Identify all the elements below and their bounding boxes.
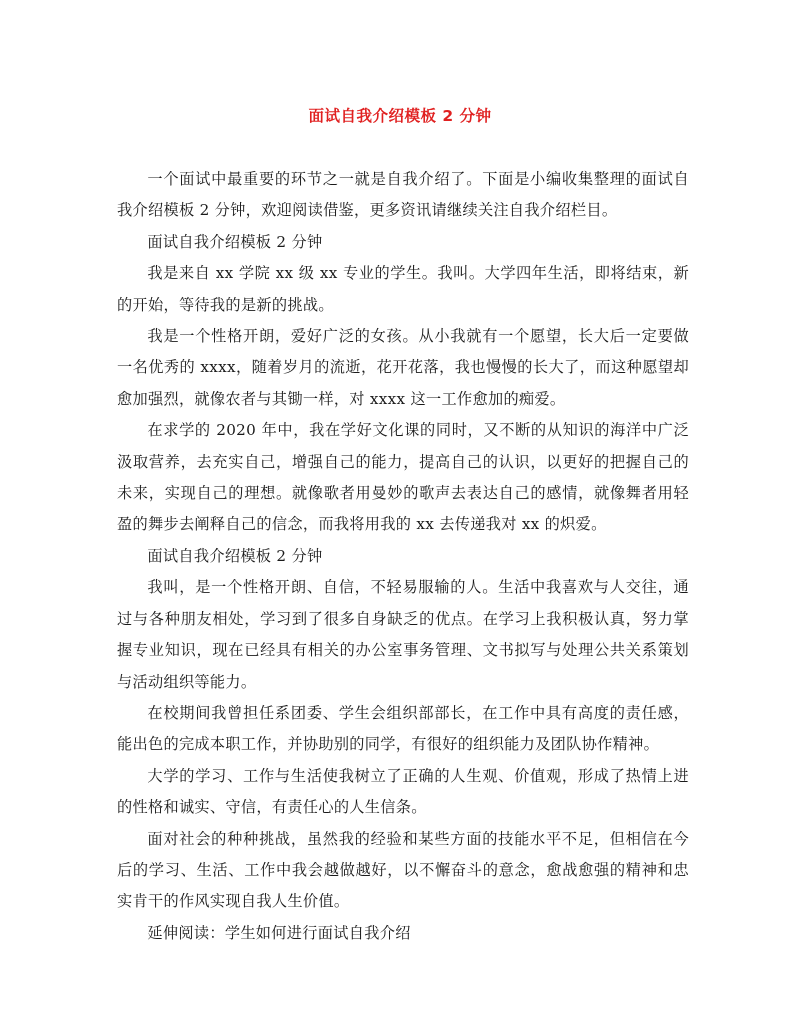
paragraph: 我叫，是一个性格开朗、自信，不轻易服输的人。生活中我喜欢与人交往，通过与各种朋友相处，学习到了很多自身缺乏的优点。在学习上我积极认真，努力掌握专业知识，现在已经具有相关的办公室事务管理、文书拟写与处理公共关系策划与活动组织等能力。 [117,578,689,691]
paragraph: 我是来自 xx 学院 xx 级 xx 专业的学生。我叫。大学四年生活，即将结束，新的开始，等待我的是新的挑战。 [117,264,689,314]
section-heading-1: 面试自我介绍模板 2 分钟 [147,232,323,251]
paragraph-intro: 一个面试中最重要的环节之一就是自我介绍了。下面是小编收集整理的面试自我介绍模板 2 分钟，欢迎阅读借鉴，更多资讯请继续关注自我介绍栏目。 [117,170,689,220]
document-title: 面试自我介绍模板 2 分钟 [308,107,492,125]
section-heading-2: 面试自我介绍模板 2 分钟 [147,546,323,565]
paragraph: 大学的学习、工作与生活使我树立了正确的人生观、价值观，形成了热情上进的性格和诚实、守信，有责任心的人生信条。 [117,766,689,817]
extended-reading: 延伸阅读：学生如何进行面试自我介绍 [147,923,411,942]
paragraph: 我是一个性格开朗，爱好广泛的女孩。从小我就有一个愿望，长大后一定要做一名优秀的 xxxx，随着岁月的流逝，花开花落，我也慢慢的长大了，而这种愿望却愈加强烈，就像农者与其锄一样，对 xxxx 这一工作愈加的痴爱。 [117,327,689,408]
paragraph: 在校期间我曾担任系团委、学生会组织部部长，在工作中具有高度的责任感，能出色的完成本职工作，并协助别的同学，有很好的组织能力及团队协作精神。 [117,703,689,754]
paragraph: 面对社会的种种挑战，虽然我的经验和某些方面的技能水平不足，但相信在今后的学习、生活、工作中我会越做越好，以不懈奋斗的意念，愈战愈强的精神和忠实肯干的作风实现自我人生价值。 [117,829,689,911]
paragraph: 在求学的 2020 年中，我在学好文化课的同时，又不断的从知识的海洋中广泛汲取营养，去充实自己，增强自己的能力，提高自己的认识，以更好的把握自己的未来，实现自己的理想。就像歌者用曼妙的歌声去表达自己的感情，就像舞者用轻盈的舞步去阐释自己的信念，而我将用我的 xx 去传递我对 xx 的炽爱。 [117,421,689,534]
document-body [117,164,689,949]
